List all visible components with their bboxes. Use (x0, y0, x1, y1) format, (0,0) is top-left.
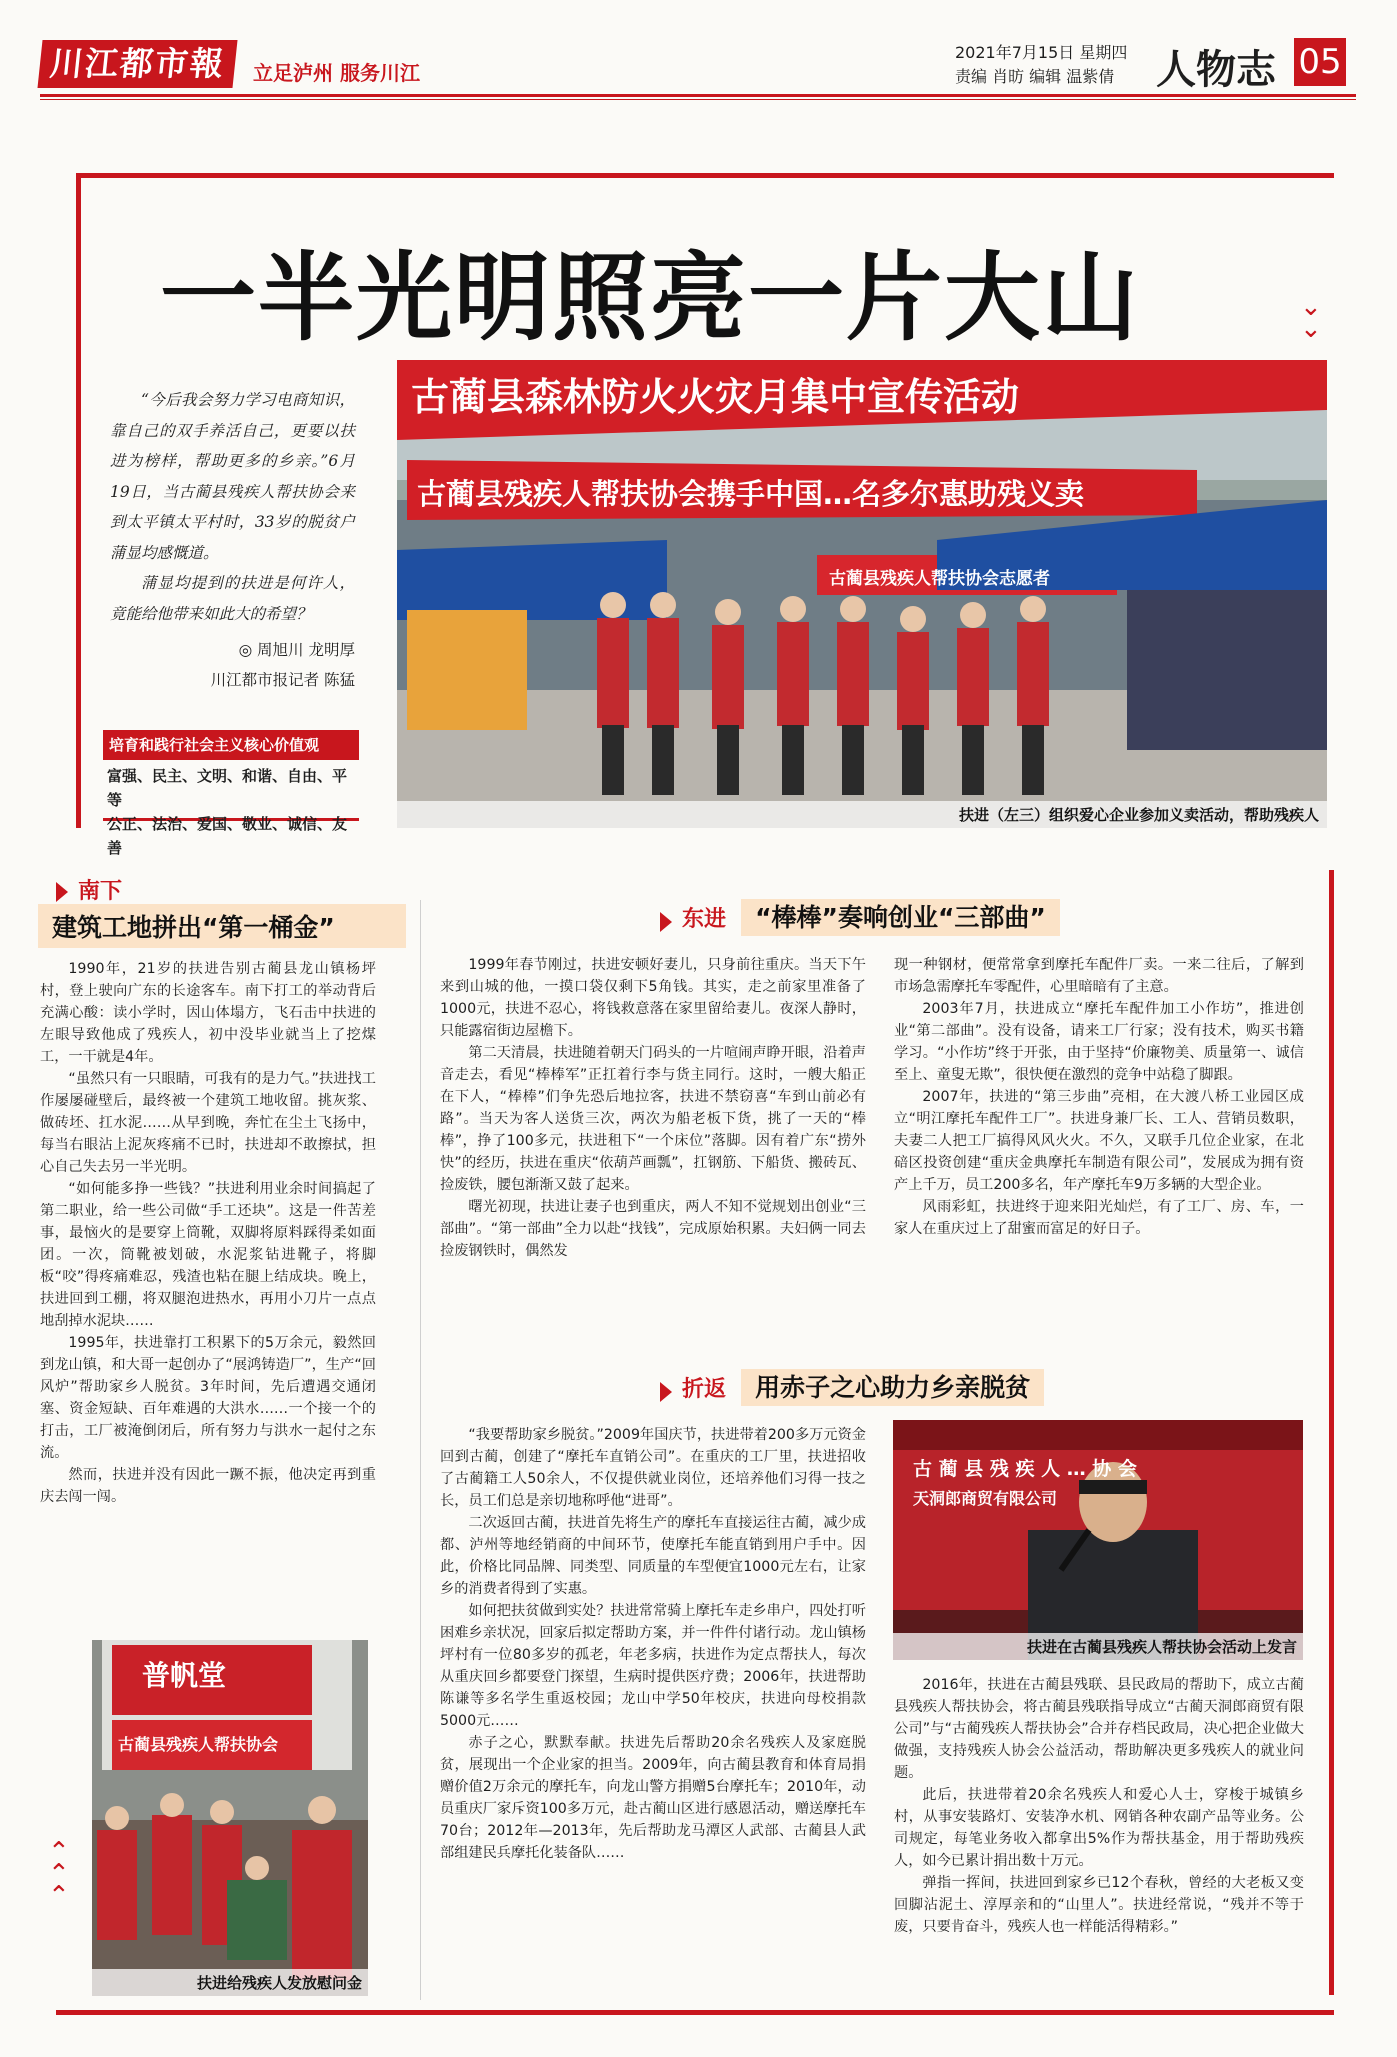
newspaper-logo: 川江都市報 (37, 40, 237, 88)
byline-reporter: 川江都市报记者 陈猛 (210, 671, 355, 689)
paragraph: “虽然只有一只眼睛，可我有的是力气。”扶进找工作屡屡碰壁后，最终被一个建筑工地收留。挑灰浆、做砖坯、扛水泥……从早到晚，奔忙在尘土飞扬中，每当右眼沾上泥灰疼痛不已时，扶进却不敢擦拭，担心自己失去另一半光明。 (40, 1071, 376, 1175)
speech-photo-banner-2: 天洞郎商贸有限公司 (913, 1489, 1058, 1508)
frame-left (76, 173, 81, 828)
masthead-rule-thin (40, 99, 1356, 100)
visit-photo-sign: 普帆堂 (142, 1659, 227, 1692)
section-body-return-col2 (894, 1674, 1304, 1938)
section-kicker-south (56, 874, 122, 905)
frame-right (1329, 870, 1334, 1995)
paragraph: 曙光初现，扶进让妻子也到重庆，两人不知不觉规划出创业“三部曲”。“第一部曲”全力以赴“找钱”，完成原始积累。夫妇俩一同去捡废钢铁时，偶然发 (440, 1199, 866, 1259)
paragraph: 现一种钢材，便常常拿到摩托车配件厂卖。一来二往后，了解到市场急需摩托车零配件，心里暗暗有了主意。 (894, 957, 1304, 995)
kicker-return-label: 折返 (682, 1377, 727, 1402)
kicker-arrow-icon (660, 1382, 672, 1402)
core-values-line-1: 富强、民主、文明、和谐、自由、平等 (107, 767, 348, 809)
section-header-return (660, 1368, 1110, 1404)
paragraph: 如何把扶贫做到实处？扶进常常骑上摩托车走乡串户，四处打听困难乡亲状况，回家后拟定帮助方案，并一件件付诸行动。龙山镇杨坪村有一位80多岁的孤老，年老多病，扶进作为定点帮扶人，每次从重庆回乡都要登门探望，生病时提供医疗费；2006年，扶进帮助陈谦等多名学生重返校园；龙山中学50年校庆，扶进向母校捐款5000元…… (440, 1603, 866, 1729)
speech-photo-caption: 扶进在古蔺县残疾人帮扶协会活动上发言 (893, 1633, 1303, 1660)
frame-top (76, 173, 1334, 178)
main-photo-scene (397, 360, 1327, 828)
lead-paragraph (110, 385, 355, 629)
masthead-rule (40, 94, 1356, 97)
section-title-south: 建筑工地拼出“第一桶金” (38, 904, 406, 948)
visit-photo (92, 1640, 368, 1996)
paragraph: 2016年，扶进在古蔺县残联、县民政局的帮助下，成立古蔺县残疾人帮扶协会，将古蔺县残联指导成立“古蔺天洞郎商贸有限公司”与“古蔺残疾人帮扶协会”合并存档民政局，决心把企业做大做强，支持残疾人协会公益活动，帮助解决更多残疾人的就业问题。 (894, 1677, 1304, 1781)
core-values-line-2: 公正、法治、爱国、敬业、诚信、友善 (107, 815, 348, 857)
paragraph: 二次返回古蔺，扶进首先将生产的摩托车直接运往古蔺，减少成都、泸州等地经销商的中间环节，使摩托车能直销到用户手中。因此，价格比同品牌、同类型、同质量的车型便宜1000元左右，让家乡的消费者得到了实惠。 (440, 1515, 866, 1597)
photo-banner-2: 古蔺县残疾人帮扶协会携手中国…名多尔惠助残义卖 (417, 477, 1085, 511)
paragraph: “我要帮助家乡脱贫。”2009年国庆节，扶进带着200多万元资金回到古蔺，创建了“摩托车直销公司”。在重庆的工厂里，扶进招收了古蔺籍工人50余人，不仅提供就业岗位，还培养他们习得一技之长，员工们总是亲切地称呼他“进哥”。 (440, 1427, 866, 1509)
photo-banner-1: 古蔺县森林防火火灾月集中宣传活动 (411, 375, 1020, 419)
column-divider (420, 900, 421, 2000)
lead-text-1: “今后我会努力学习电商知识，靠自己的双手养活自己，更要以扶进为榜样，帮助更多的乡亲。”6月19日，当古蔺县残疾人帮扶协会来到太平镇太平村时，33岁的脱贫户蒲显均感慨道。 (110, 391, 355, 562)
paragraph: 风雨彩虹，扶进终于迎来阳光灿烂，有了工厂、房、车，一家人在重庆过上了甜蜜而富足的好日子。 (894, 1199, 1304, 1237)
paragraph: 2007年，扶进的“第三步曲”亮相，在大渡八桥工业园区成立“明江摩托车配件工厂”。扶进身兼厂长、工人、营销员数职，夫妻二人把工厂搞得风风火火。不久，又联手几位企业家，在北碚区投资创建“重庆金典摩托车制造有限公司”，发展成为拥有资产上千万，员工200多名，年产摩托车9万多辆的大型企业。 (894, 1089, 1304, 1193)
section-header-east (660, 898, 1090, 934)
kicker-east-label: 东进 (682, 907, 727, 932)
speech-photo (893, 1420, 1303, 1660)
visit-photo-caption: 扶进给残疾人发放慰问金 (92, 1969, 368, 1996)
paragraph: 2003年7月，扶进成立“摩托车配件加工小作坊”，推进创业“第二部曲”。没有设备，请来工厂行家；没有技术，购买书籍学习。“小作坊”终于开张，由于坚持“价廉物美、质量第一、诚信至上、童叟无欺”，很快便在激烈的竞争中站稳了脚跟。 (894, 1001, 1304, 1083)
section-body-east-col2 (894, 954, 1304, 1240)
kicker-arrow-icon (660, 912, 672, 932)
editors-credit: 责编 肖昉 编辑 温紫倩 (955, 67, 1115, 86)
page-headline: 一半光明照亮一片大山 (160, 242, 1140, 354)
section-body-east-col1 (440, 954, 866, 1262)
paragraph: 此后，扶进带着20余名残疾人和爱心人士，穿梭于城镇乡村，从事安装路灯、安装净水机、网销各种农副产品等业务。公司规定，每笔业务收入都拿出5%作为帮扶基金，用于帮助残疾人，如今已累计捐出数十万元。 (894, 1787, 1304, 1869)
kicker-south-label: 南下 (78, 879, 123, 904)
chevron-up-icon: ⌄ ⌄ ⌄ (48, 1834, 70, 1908)
byline-photographers: ◎ 周旭川 龙明厚 (238, 641, 355, 659)
photo-banner-3: 古蔺县残疾人帮扶协会志愿者 (829, 569, 1050, 589)
byline (110, 635, 355, 695)
visit-photo-scene (92, 1640, 368, 1996)
core-values-text (103, 760, 359, 860)
paragraph: 弹指一挥间，扶进回到家乡已12个春秋，曾经的大老板又变回脚沾泥土、淳厚亲和的“山里人”。扶进经常说，“残并不等于废，只要肯奋斗，残疾人也一样能活得精彩。” (894, 1875, 1304, 1935)
paragraph: 1990年，21岁的扶进告别古蔺县龙山镇杨坪村，登上驶向广东的长途客车。南下打工的举动背后充满心酸：读小学时，因山体塌方，飞石击中扶进的左眼导致他成了残疾人，初中没毕业就当上了挖煤工，一干就是4年。 (40, 961, 376, 1065)
main-photo-caption: 扶进（左三）组织爱心企业参加义卖活动，帮助残疾人 (397, 801, 1327, 828)
issue-date: 2021年7月15日 星期四 (955, 43, 1128, 62)
lead-text-2: 蒲显均提到的扶进是何许人，竟能给他带来如此大的希望？ (110, 574, 355, 623)
core-values-box (103, 730, 359, 857)
paragraph: 赤子之心，默默奉献。扶进先后帮助20余名残疾人及家庭脱贫，展现出一个企业家的担当。2009年，向古蔺县教育和体育局捐赠价值2万余元的摩托车，向龙山警方捐赠5台摩托车；2010年，动员重庆厂家斥资100多万元，赴古蔺山区进行感恩活动，赠送摩托车70台；2012年—2013年，先后帮助龙马潭区人武部、古蔺县人武部组建民兵摩托化装备队…… (440, 1735, 866, 1861)
speech-photo-banner: 古 蔺 县 残 疾 人 … 协 会 (913, 1458, 1137, 1480)
kicker-arrow-icon (56, 882, 68, 902)
column-name: 人物志 (1156, 46, 1276, 93)
section-title-return: 用赤子之心助力乡亲脱贫 (741, 1369, 1044, 1406)
masthead-slogan: 立足泸州 服务川江 (253, 61, 420, 85)
visit-photo-banner: 古蔺县残疾人帮扶协会 (118, 1735, 279, 1754)
section-body-south (40, 958, 376, 1508)
page-number: 05 (1294, 38, 1346, 86)
frame-bottom (56, 2010, 1334, 2015)
chevron-down-icon: ⌄ ⌄ (1300, 292, 1322, 344)
paragraph: 第二天清晨，扶进随着朝天门码头的一片喧闹声睁开眼，沿着声音走去，看见“棒棒军”正扛着行李与货主同行。这时，一艘大船正在下人，“棒棒”们争先恐后地拉客，扶进不禁窃喜“车到山前必有路”。当天为客人送货三次，两次为船老板下货，挑了一天的“棒棒”，挣了100多元，扶进租下“一个床位”落脚。因有着广东“捞外快”的经历，扶进在重庆“依葫芦画瓢”，扛钢筋、下船货、搬砖瓦、捡废铁，腰包渐渐又鼓了起来。 (440, 1045, 866, 1193)
main-photo (397, 360, 1327, 828)
paragraph: 1995年，扶进靠打工积累下的5万余元，毅然回到龙山镇，和大哥一起创办了“展鸿铸造厂”，生产“回风炉”帮助家乡人脱贫。3年时间，先后遭遇交通闭塞、资金短缺、百年难遇的大洪水……一个接一个的打击，工厂被淹倒闭后，所有努力与洪水一起付之东流。 (40, 1335, 376, 1461)
section-body-return-col1 (440, 1424, 866, 1864)
paragraph: 1999年春节刚过，扶进安顿好妻儿，只身前往重庆。当天下午来到山城的他，一摸口袋仅剩下5角钱。其实，走之前家里准备了1000元，扶进不忍心，将钱救意落在家里留给妻儿。夜深人静时，只能露宿街边屋檐下。 (440, 957, 866, 1039)
paragraph: “如何能多挣一些钱？”扶进利用业余时间搞起了第二职业，给一些公司做“手工还块”。这是一件苦差事，最恼火的是要穿上筒靴，双脚将原料踩得柔如面团。一次，筒靴被划破，水泥浆钻进靴子，将脚板“咬”得疼痛难忍，残渣也粘在腿上结成块。晚上，扶进回到工棚，将双腿泡进热水，再用小刀片一点点地刮掉水泥块…… (40, 1181, 376, 1329)
core-values-title: 培育和践行社会主义核心价值观 (103, 730, 359, 760)
paragraph: 然而，扶进并没有因此一蹶不振，他决定再到重庆去闯一闯。 (40, 1467, 376, 1505)
section-title-east: “棒棒”奏响创业“三部曲” (741, 899, 1060, 936)
